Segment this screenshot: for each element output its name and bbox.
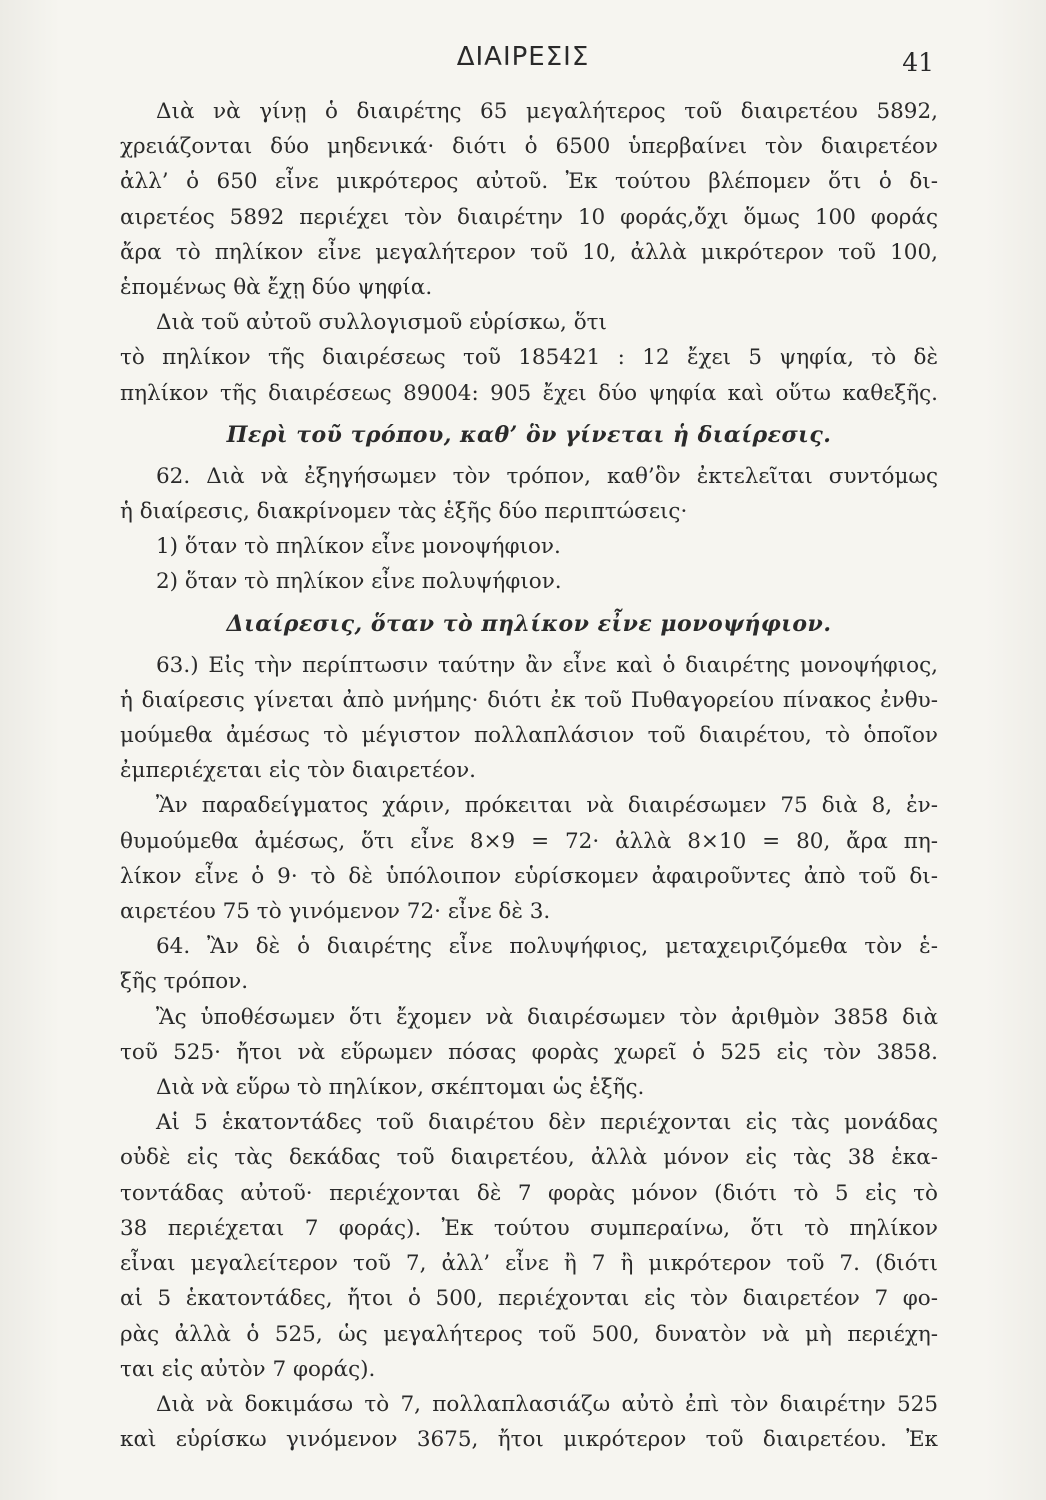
text-line: αἱ 5 ἑκατοντάδες, ἤτοι ὁ 500, περιέχονται εἰς τὸν διαιρετέον 7 φο-	[120, 1286, 938, 1312]
text-line: ἐμπεριέχεται εἰς τὸν διαιρετέον.	[120, 758, 476, 784]
text-line: 62. Διὰ νὰ ἐξηγήσωμεν τὸν τρόπον, καθ’ὃν ἐκτελεῖται συντόμως	[156, 463, 938, 489]
text-line: ἡ διαίρεσις, διακρίνομεν τὰς ἑξῆς δύο περιπτώσεις·	[120, 499, 688, 525]
text-line: Διὰ νὰ εὕρω τὸ πηλίκον, σκέπτομαι ὡς ἑξῆς.	[156, 1075, 645, 1101]
text-line: 38 περιέχεται 7 φοράς). Ἐκ τούτου συμπεραίνω, ὅτι τὸ πηλίκον	[120, 1215, 938, 1241]
text-line: Ἂν παραδείγματος χάριν, πρόκειται νὰ διαιρέσωμεν 75 διὰ 8, ἐν-	[156, 793, 938, 819]
text-line: εἶναι μεγαλείτερον τοῦ 7, ἀλλ’ εἶνε ἢ 7 ἢ μικρότερον τοῦ 7. (διότι	[120, 1251, 938, 1277]
running-title: ΔΙΑΙΡΕΣΙΣ	[456, 42, 590, 72]
text-line: χρειάζονται δύο μηδενικά· διότι ὁ 6500 ὑπερβαίνει τὸν διαιρετέον	[120, 134, 938, 160]
text-line: Αἱ 5 ἑκατοντάδες τοῦ διαιρέτου δὲν περιέχονται εἰς τὰς μονάδας	[156, 1110, 938, 1136]
text-line: αιρετέου 75 τὸ γινόμενον 72· εἶνε δὲ 3.	[120, 899, 551, 925]
text-line: μούμεθα ἀμέσως τὸ μέγιστον πολλαπλάσιον τοῦ διαιρέτου, τὸ ὁποῖον	[120, 723, 938, 749]
text-line: ἄρα τὸ πηλίκον εἶνε μεγαλήτερον τοῦ 10, ἀλλὰ μικρότερον τοῦ 100,	[120, 239, 938, 265]
text-line: 64. Ἂν δὲ ὁ διαιρέτης εἶνε πολυψήφιος, μεταχειριζόμεθα τὸν ἑ-	[156, 934, 938, 960]
text-line: καὶ εὑρίσκω γινόμενον 3675, ἤτοι μικρότερον τοῦ διαιρετέου. Ἐκ	[120, 1427, 938, 1453]
text-line: ἡ διαίρεσις γίνεται ἀπὸ μνήμης· διότι ἐκ τοῦ Πυθαγορείου πίνακος ἐνθυ-	[120, 687, 938, 713]
text-line: ται εἰς αὐτὸν 7 φοράς).	[120, 1356, 376, 1382]
list-item: 1) ὅταν τὸ πηλίκον εἶνε μονοψήφιον.	[156, 534, 561, 560]
text-line: ἑπομένως θὰ ἔχῃ δύο ψηφία.	[120, 275, 433, 301]
text-line: Διὰ νὰ δοκιμάσω τὸ 7, πολλαπλασιάζω αὐτὸ ἐπὶ τὸν διαιρέτην 525	[156, 1391, 938, 1417]
text-line: Διὰ τοῦ αὐτοῦ συλλογισμοῦ εὑρίσκω, ὅτι	[156, 310, 607, 336]
text-line: αιρετέος 5892 περιέχει τὸν διαιρέτην 10 φοράς,ὄχι ὅμως 100 φοράς	[120, 204, 938, 230]
text-line: πηλίκον τῆς διαιρέσεως 89004: 905 ἔχει δύο ψηφία καὶ οὕτω καθεξῆς.	[120, 380, 938, 406]
text-line: Διὰ νὰ γίνῃ ὁ διαιρέτης 65 μεγαλήτερος τοῦ διαιρετέου 5892,	[156, 99, 938, 124]
text-line: ρὰς ἀλλὰ ὁ 525, ὡς μεγαλήτερος τοῦ 500, δυνατὸν νὰ μὴ περιέχη-	[120, 1321, 938, 1347]
text-line: τοῦ 525· ἤτοι νὰ εὕρωμεν πόσας φορὰς χωρεῖ ὁ 525 εἰς τὸν 3858.	[120, 1039, 938, 1065]
text-line: ξῆς τρόπον.	[120, 969, 249, 995]
text-line: Ἂς ὑποθέσωμεν ὅτι ἔχομεν νὰ διαιρέσωμεν τὸν ἀριθμὸν 3858 διὰ	[156, 1004, 938, 1030]
text-line: οὐδὲ εἰς τὰς δεκάδας τοῦ διαιρετέου, ἀλλὰ μόνον εἰς τὰς 38 ἑκα-	[120, 1145, 938, 1171]
page-header	[0, 34, 1046, 84]
text-line: 63.) Εἰς τὴν περίπτωσιν ταύτην ἂν εἶνε καὶ ὁ διαιρέτης μονοψήφιος,	[156, 652, 938, 678]
text-line: τοντάδας αὐτοῦ· περιέχονται δὲ 7 φορὰς μόνον (διότι τὸ 5 εἰς τὸ	[120, 1180, 938, 1206]
text-line: ἀλλ’ ὁ 650 εἶνε μικρότερος αὐτοῦ. Ἐκ τούτου βλέπομεν ὅτι ὁ δι-	[120, 169, 938, 195]
text-line: λίκον εἶνε ὁ 9· τὸ δὲ ὑπόλοιπον εὑρίσκομεν ἀφαιροῦντες ἀπὸ τοῦ δι-	[120, 863, 938, 889]
section-heading: Περὶ τοῦ τρόπου, καθ’ ὃν γίνεται ἡ διαίρεσις.	[226, 421, 832, 448]
list-item: 2) ὅταν τὸ πηλίκον εἶνε πολυψήφιον.	[156, 569, 562, 595]
page-body	[120, 94, 938, 1457]
text-line: θυμούμεθα ἀμέσως, ὅτι εἶνε 8×9 = 72· ἀλλὰ 8×10 = 80, ἄρα πη-	[120, 828, 938, 854]
text-line: τὸ πηλίκον τῆς διαιρέσεως τοῦ 185421 : 12 ἔχει 5 ψηφία, τὸ δὲ	[120, 345, 938, 371]
page-number: 41	[902, 48, 934, 77]
section-heading: Διαίρεσις, ὅταν τὸ πηλίκον εἶνε μονοψήφιον.	[226, 610, 832, 637]
